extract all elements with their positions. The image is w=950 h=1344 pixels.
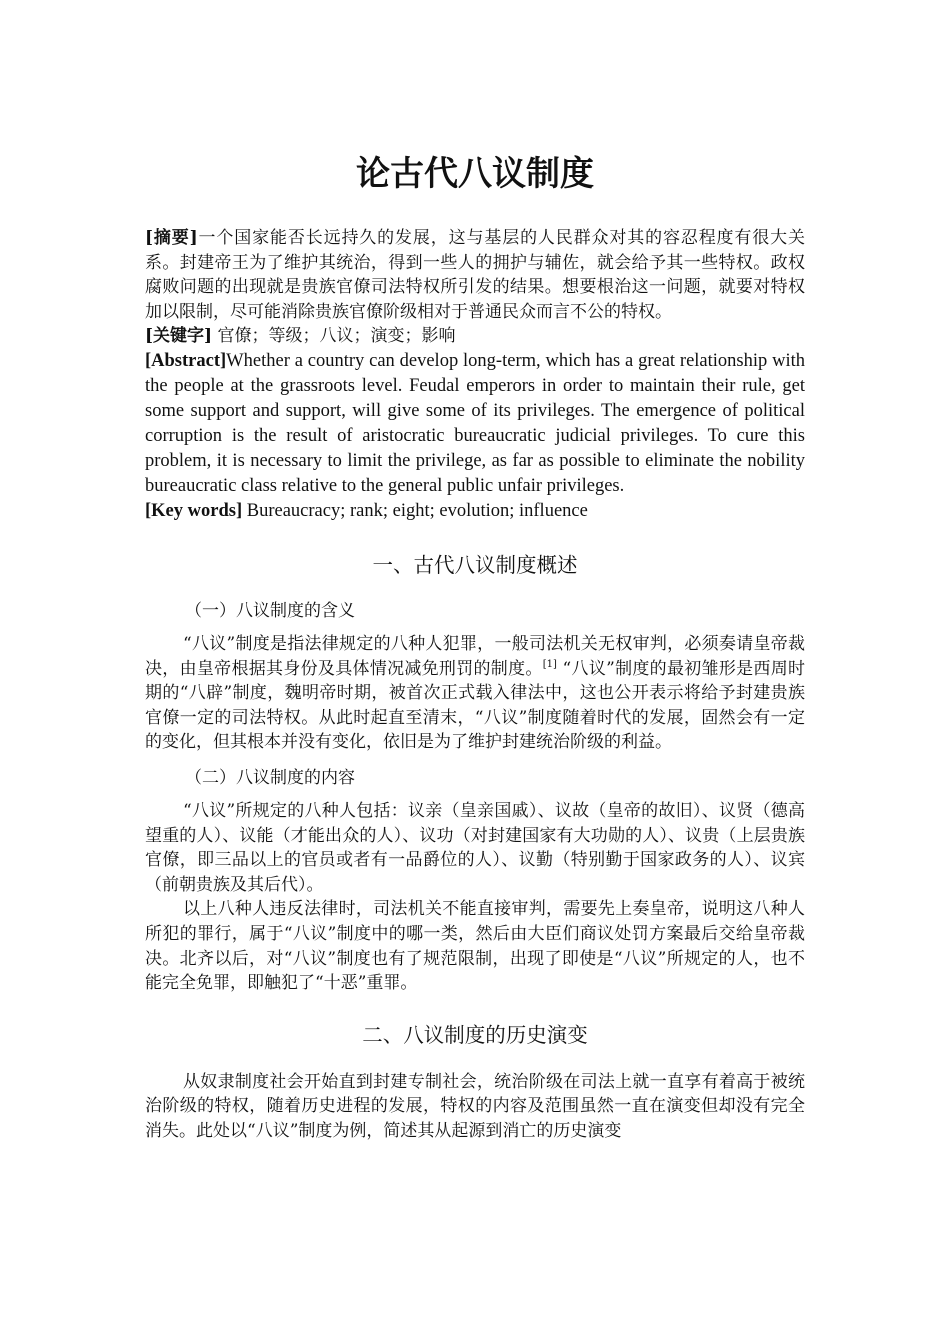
section1-sub1-heading: （一）八议制度的含义 [185,600,355,621]
keywords-cn-label: [关键字] [145,326,213,347]
section1-sub1-text-a: “八议”制度是指法律规定的八种人犯罪，一般司法机关无权审判，必须奏请皇帝裁决，由皇帝根据其身份及具体情况减免刑罚的制度。 [145,633,805,679]
section2-paragraph-1: 从奴隶制度社会开始直到封建专制社会，统治阶级在司法上就一直享有着高于被统治阶级的特权，随着历史进程的发展，特权的内容及范围虽然一直在演变但却没有完全消失。此处以“八议”制度为例，简述其从起源到消亡的历史演变 [145,1071,805,1141]
document-page [145,148,805,1143]
keywords-en-text: Bureaucracy; rank; eight; evolution; influence [242,500,588,521]
abstract-cn [145,226,805,324]
section1-sub1-paragraph [145,632,805,755]
section1-sub2-heading: （二）八议制度的内容 [185,767,355,788]
keywords-en-label: [Key words] [145,500,243,521]
section1-heading: 一、古代八议制度概述 [372,552,578,577]
abstract-en-label: [Abstract] [145,350,227,371]
keywords-cn-text: 官僚；等级；八议；演变；影响 [212,326,456,347]
abstract-cn-label: [摘要] [145,228,198,248]
abstract-en [145,349,805,499]
section1-sub2-paragraph-1: “八议”所规定的八种人包括：议亲（皇亲国戚）、议故（皇帝的故旧）、议贤（德高望重的人）、议能（才能出众的人）、议功（对封建国家有大功勋的人）、议贵（上层贵族官僚，即三品以上的官员或者有一品爵位的人）、议勤（特别勤于国家政务的人）、议宾（前朝贵族及其后代）。 [145,800,805,895]
abstract-cn-text: 一个国家能否长远持久的发展，这与基层的人民群众对其的容忍程度有很大关系。封建帝王为了维护其统治，得到一些人的拥护与辅佐，就会给予其一些特权。政权腐败问题的出现就是贵族官僚司法特权所引发的结果。想要根治这一问题，就要对特权加以限制，尽可能消除贵族官僚阶级相对于普通民众而言不公的特权。 [145,228,806,322]
keywords-cn [145,324,805,349]
keywords-en [145,499,805,524]
section2-heading: 二、八议制度的历史演变 [362,1022,588,1047]
page-title: 论古代八议制度 [356,154,594,194]
citation-1: [1] [542,658,557,670]
section1-sub2-paragraph-2: 以上八种人违反法律时，司法机关不能直接审判，需要先上奏皇帝，说明这八种人所犯的罪行，属于“八议”制度中的哪一类，然后由大臣们商议处罚方案最后交给皇帝裁决。北齐以后，对“八议”制度也有了规范限制，出现了即使是“八议”所规定的人，也不能完全免罪，即触犯了“十恶”重罪。 [145,899,805,994]
abstract-en-text: Whether a country can develop long-term, which has a great relationship with the people at the grassroots level. Feudal emperors in order to maintain their rule, get some support and support, will give some of its privileges. The emergence of political corruption is the result of aristocratic bureaucratic judicial privileges. To cure this problem, it is necessary to limit the privilege, as far as possible to eliminate the nobility bureaucratic class relative to the general public unfair privileges. [145,350,805,496]
section1-sub1-text-b: “八议”制度的最初雏形是西周时期的“八辟”制度，魏明帝时期，被首次正式载入律法中，这也公开表示将给予封建贵族官僚一定的司法特权。从此时起直至清末，“八议”制度随着时代的发展，固然会有一定的变化，但其根本并没有变化，依旧是为了维护封建统治阶级的利益。 [145,658,805,753]
